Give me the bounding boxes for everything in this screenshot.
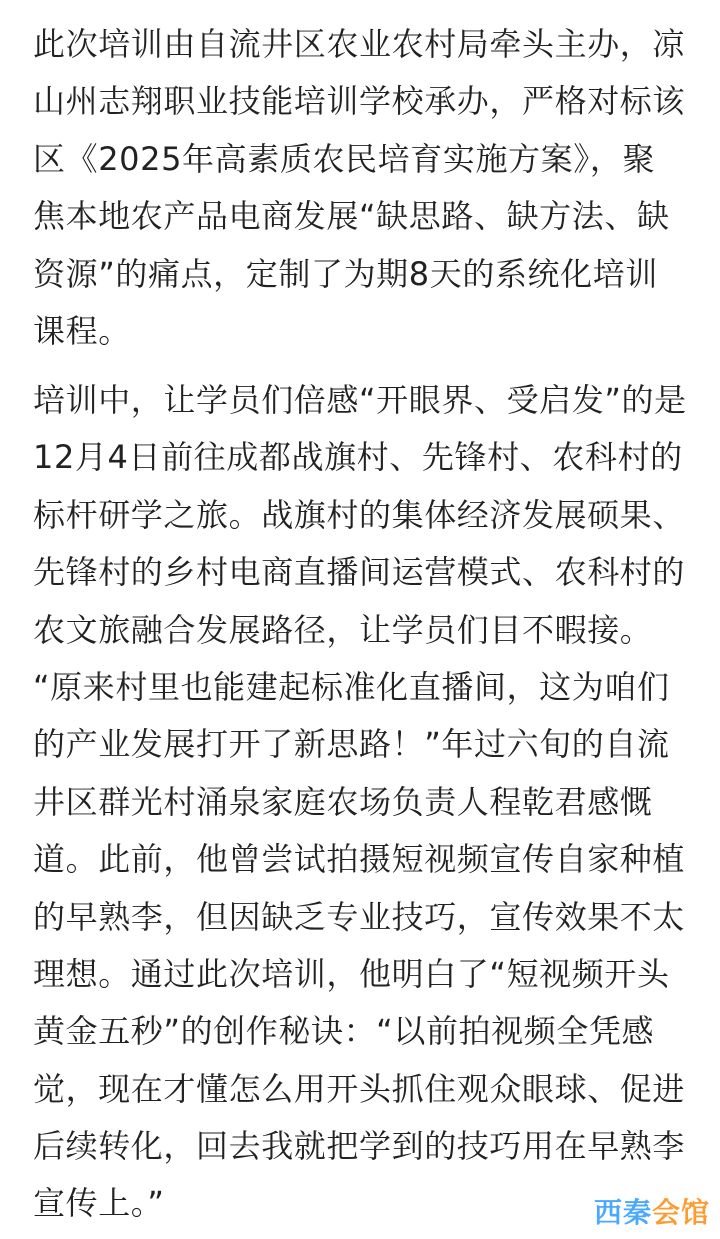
text-line: 12月4日前往成都战旗村、先锋村、农科村的 xyxy=(33,438,683,477)
text-line: “原来村里也能建起标准化直播间，这为咱们 xyxy=(33,667,670,706)
text-line: 的产业发展打开了新思路！”年过六旬的自流 xyxy=(33,725,670,764)
text-line: 区《2025年高素质农民培育实施方案》，聚 xyxy=(33,139,656,178)
text-line: 的早熟李，但因缺乏专业技巧，宣传效果不太 xyxy=(33,897,686,936)
text-line: 道。此前，他曾尝试拍摄短视频宣传自家种植 xyxy=(33,840,686,879)
text-line: 此次培训由自流井区农业农村局牵头主办，凉 xyxy=(33,25,686,63)
text-line: 先锋村的乡村电商直播间运营模式、农科村的 xyxy=(33,553,686,592)
text-line: 农文旅融合发展路径，让学员们目不暇接。 xyxy=(33,610,653,649)
paragraph-1 xyxy=(33,16,685,360)
text-line: 井区群光村涌泉家庭农场负责人程乾君感慨 xyxy=(33,782,653,821)
text-line: 资源”的痛点，定制了为期8天的系统化培训 xyxy=(33,254,658,293)
text-line: 宣传上。” xyxy=(33,1184,165,1223)
text-line: 理想。通过此次培训，他明白了“短视频开头 xyxy=(33,954,670,993)
text-line: 培训中，让学员们倍感“开眼界、受启发”的是 xyxy=(33,381,687,419)
text-line: 山州志翔职业技能培训学校承办，严格对标该 xyxy=(33,82,686,121)
text-line: 觉，现在才懂怎么用开头抓住观众眼球、促进 xyxy=(33,1069,686,1108)
watermark-logo xyxy=(594,1191,710,1231)
watermark-part-2: 会馆 xyxy=(651,1196,710,1229)
watermark-part-1: 西秦 xyxy=(593,1196,652,1229)
paragraph-2 xyxy=(33,372,687,1233)
text-line: 后续转化，回去我就把学到的技巧用在早熟李 xyxy=(33,1127,686,1166)
text-line: 课程。 xyxy=(33,311,131,350)
text-line: 黄金五秒”的创作秘诀：“以前拍视频全凭感 xyxy=(33,1012,655,1051)
text-line: 焦本地农产品电商发展“缺思路、缺方法、缺 xyxy=(33,197,670,236)
text-line: 标杆研学之旅。战旗村的集体经济发展硕果、 xyxy=(33,495,686,534)
